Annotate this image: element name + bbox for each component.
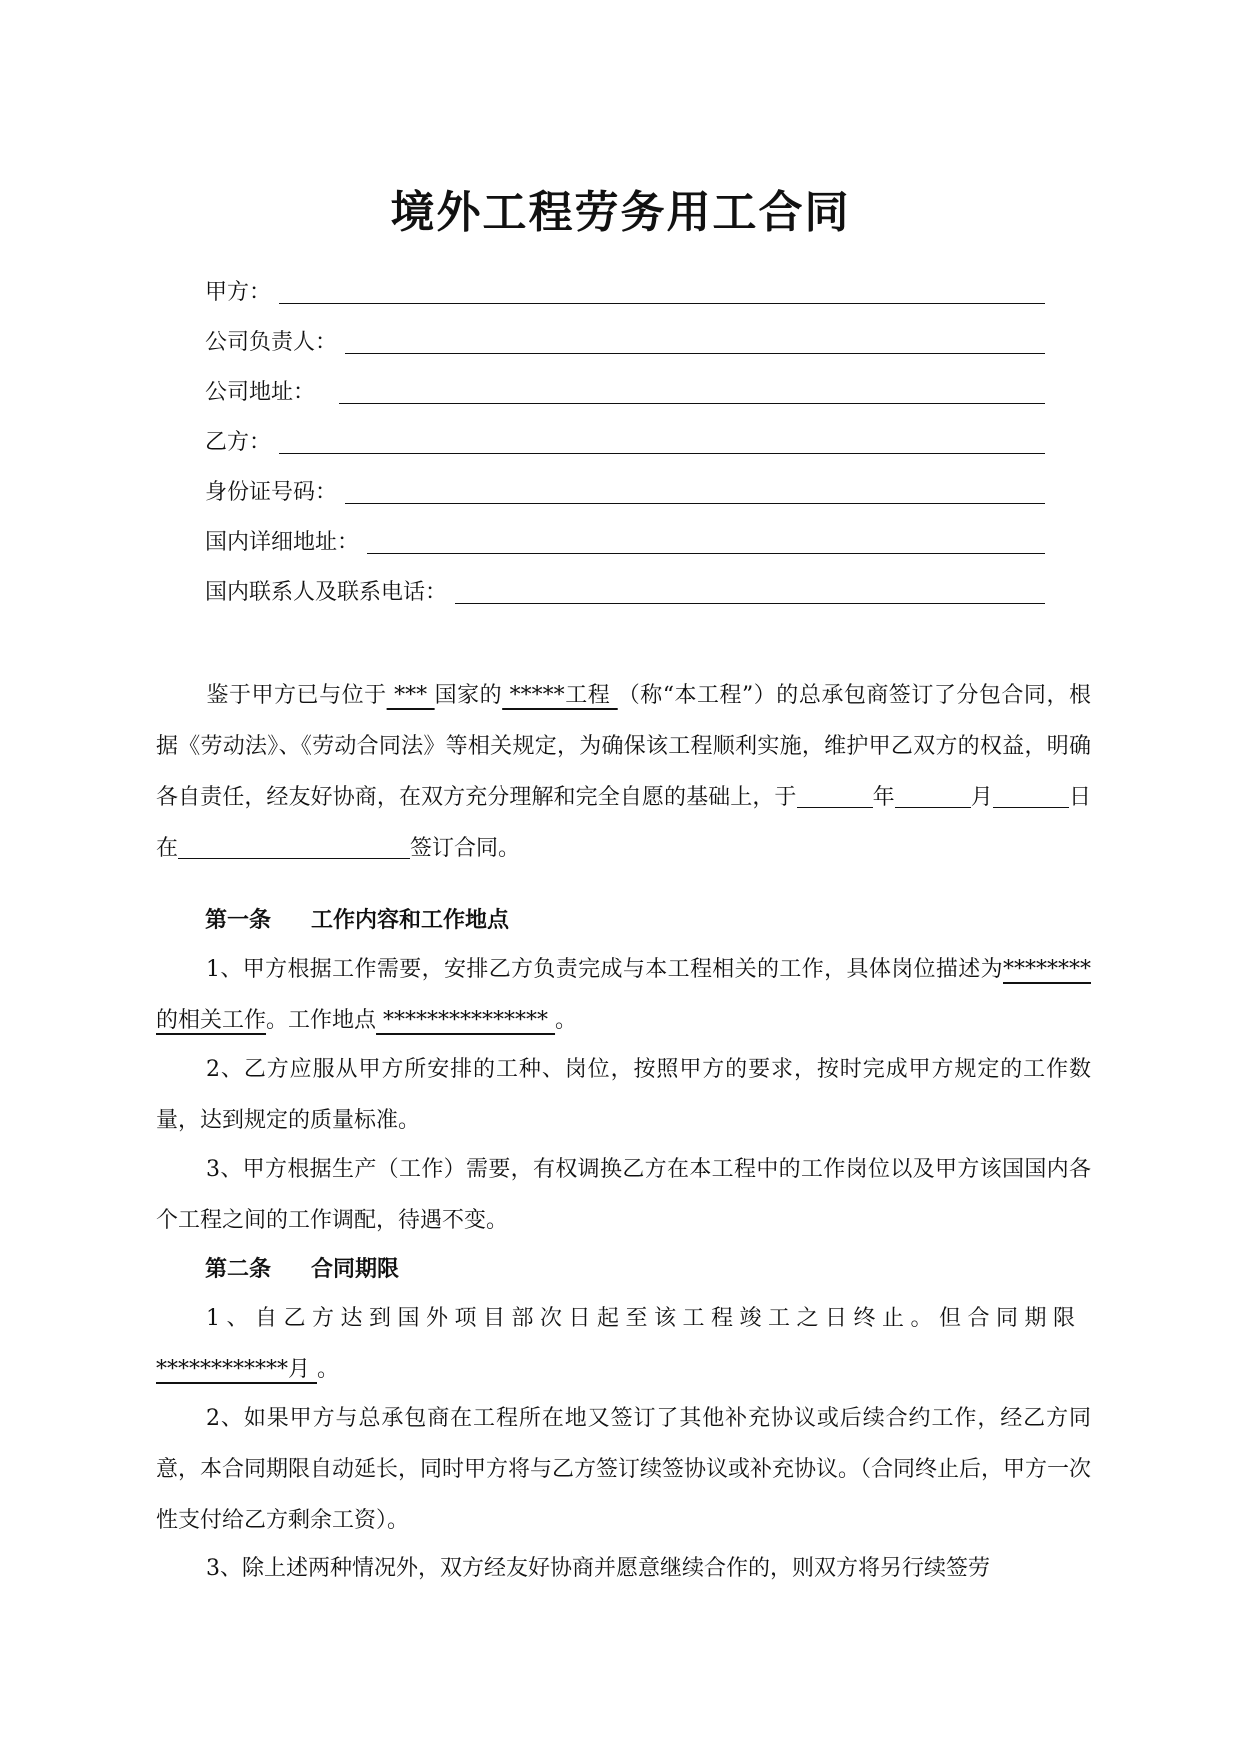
domestic-address-field — [205, 522, 1045, 558]
document-title: 境外工程劳务用工合同 — [390, 187, 851, 238]
day-blank[interactable] — [993, 779, 1069, 808]
job-description-fill: ********的相关工作 — [156, 957, 1091, 1033]
id-number-field — [205, 472, 1045, 508]
party-b-label: 乙方： — [205, 430, 272, 455]
company-address-blank[interactable] — [339, 377, 1045, 404]
party-b-field — [205, 422, 1045, 458]
preamble-paragraph: 鉴于甲方已与位于 *** 国家的 *****工程 （称“本工程”）的总承包商签订了分包合同，根据《劳动法》、《劳动合同法》等相关规定，为确保该工程顺利实施，维护甲乙双方的权益，明确各自责任，经友好协商，在双方充分理解和完全自愿的基础上，于 年 月 日在 签订合同。 — [156, 683, 1091, 861]
article-2-paragraph-2: 2、如果甲方与总承包商在工程所在地又签订了其他补充协议或后续合约工作，经乙方同意，本合同期限自动延长，同时甲方将与乙方签订续签协议或补充协议。（合同终止后，甲方一次性支付给乙方剩余工资）。 — [156, 1406, 1092, 1533]
article-1-heading — [205, 895, 509, 946]
article-2-paragraph-3: 3、除上述两种情况外，双方经友好协商并愿意继续合作的，则双方将另行续签劳 — [206, 1556, 990, 1581]
domestic-address-label: 国内详细地址： — [205, 530, 360, 555]
company-address-field — [205, 372, 1045, 408]
domestic-contact-blank[interactable] — [455, 577, 1045, 604]
company-head-blank[interactable] — [345, 327, 1045, 354]
party-a-field — [205, 272, 1045, 308]
company-head-label: 公司负责人： — [205, 330, 338, 355]
contract-term-fill: ************月 — [156, 1357, 317, 1382]
country-fill: *** — [386, 683, 435, 708]
article-2-heading — [205, 1244, 399, 1295]
year-blank[interactable] — [797, 779, 873, 808]
month-blank[interactable] — [895, 779, 971, 808]
work-place-fill: *************** — [376, 1008, 556, 1033]
article-1-title: 工作内容和工作地点 — [311, 908, 510, 933]
party-b-blank[interactable] — [279, 427, 1045, 454]
party-a-label: 甲方： — [205, 280, 272, 305]
article-2-title: 合同期限 — [311, 1257, 400, 1282]
domestic-contact-field — [205, 572, 1045, 608]
article-1-number: 第一条 — [205, 908, 272, 933]
signing-place-blank[interactable] — [178, 830, 410, 859]
company-address-label: 公司地址： — [205, 380, 316, 405]
article-2-paragraph-1: 1、自乙方达到国外项目部次日起至该工程竣工之日终止。但合同期限 ************月 。 — [156, 1306, 1082, 1382]
article-1-paragraph-2: 2、乙方应服从甲方所安排的工种、岗位，按照甲方的要求，按时完成甲方规定的工作数量，达到规定的质量标准。 — [156, 1057, 1091, 1133]
domestic-contact-label: 国内联系人及联系电话： — [205, 580, 448, 605]
party-a-blank[interactable] — [279, 277, 1045, 304]
company-head-field — [205, 322, 1045, 358]
id-number-blank[interactable] — [345, 477, 1045, 504]
project-fill: *****工程 — [502, 683, 618, 708]
article-1-paragraph-1: 1、甲方根据工作需要，安排乙方负责完成与本工程相关的工作，具体岗位描述为********的相关工作。工作地点 *************** 。 — [156, 957, 1091, 1033]
domestic-address-blank[interactable] — [367, 527, 1045, 554]
article-1-paragraph-3: 3、甲方根据生产（工作）需要，有权调换乙方在本工程中的工作岗位以及甲方该国国内各个工程之间的工作调配，待遇不变。 — [156, 1157, 1091, 1233]
id-number-label: 身份证号码： — [205, 480, 338, 505]
article-2-number: 第二条 — [205, 1257, 272, 1282]
